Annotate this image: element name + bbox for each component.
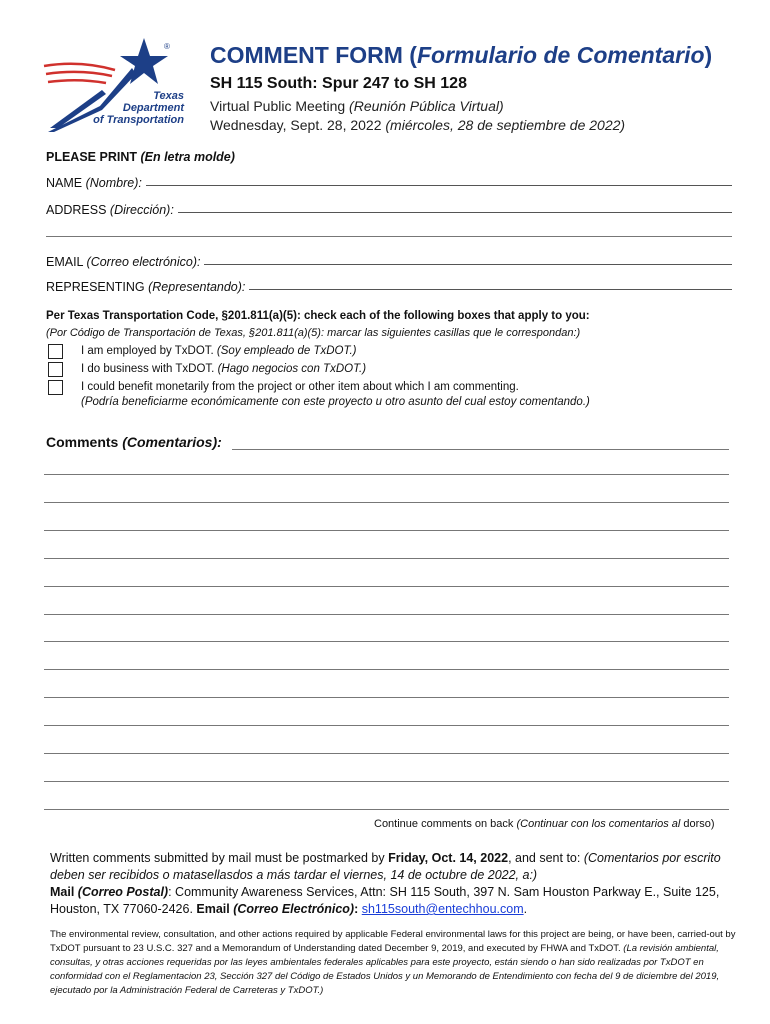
environmental-notice: The environmental review, consultation, and other actions required by applicable Federal environmental laws for this project are being, or have been, carried-out by TxDOT pursuant to 23 U.S.C. 327 and a Memorandum of Understanding dated December 9, 2019, and executed by FHWA and TxDOT. (La revisión ambiental, consultas, y otras acciones requeridas por las leyes ambientales federales aplicables para este proyecto, están siendo o han sido realizadas por TxDOT en conformidad con el Reglamentacion 23, Sección 327 del Código de Estados Unidos y un Memorando de Entendimiento con fecha del 9 de diciembre del 2019, ejecutado por la Administración Federal de Carreteras y TxDOT.): [50, 929, 736, 996]
disclosure-heading: Per Texas Transportation Code, §201.811(a)(5): check each of the following boxes that apply to you:: [46, 310, 590, 322]
business-checkbox[interactable]: [48, 362, 63, 377]
benefit-checkbox[interactable]: [48, 380, 63, 395]
comment-line[interactable]: [44, 558, 729, 559]
employed-checkbox[interactable]: [48, 344, 63, 359]
comment-line[interactable]: [232, 449, 729, 450]
name-input-line[interactable]: [146, 184, 732, 186]
comments-label: Comments (Comentarios):: [46, 434, 222, 450]
txdot-logo: [40, 36, 190, 136]
logo-text: Texas Department of Transportation: [93, 90, 184, 126]
address-second-line[interactable]: [46, 236, 732, 237]
comment-line[interactable]: [44, 781, 729, 782]
email-input-line[interactable]: [204, 263, 732, 265]
comment-line[interactable]: [44, 530, 729, 531]
checkbox-row-benefit[interactable]: [48, 380, 590, 410]
business-label: I do business with TxDOT. (Hago negocios con TxDOT.): [81, 363, 367, 375]
representing-field[interactable]: [46, 274, 732, 294]
representing-label: REPRESENTING (Representando):: [46, 280, 246, 294]
email-link[interactable]: sh115south@entechhou.com: [361, 902, 524, 916]
comment-line[interactable]: [44, 474, 729, 475]
email-field[interactable]: [46, 249, 732, 269]
checkbox-row-business[interactable]: [48, 362, 366, 377]
meeting-info: Virtual Public Meeting (Reunión Pública Virtual) Wednesday, Sept. 28, 2022 (miércoles, 28 de septiembre de 2022): [210, 98, 626, 133]
please-print-label: PLEASE PRINT (En letra molde): [46, 150, 235, 164]
comment-line[interactable]: [44, 641, 729, 642]
benefit-label: I could benefit monetarily from the project or other item about which I am commenting. (Podría beneficiarme económicamente con este proyecto u otro asunto del cual estoy comentando.): [81, 381, 590, 408]
continue-note: Continue comments on back (Continuar con los comentarios al dorso): [374, 818, 715, 830]
comment-line[interactable]: [44, 502, 729, 503]
checkbox-row-employed[interactable]: [48, 344, 356, 359]
name-label: NAME (Nombre):: [46, 176, 142, 190]
form-title: COMMENT FORM (Formulario de Comentario): [210, 42, 713, 68]
address-label: ADDRESS (Dirección):: [46, 203, 174, 217]
name-field[interactable]: [46, 170, 732, 190]
comment-line[interactable]: [44, 753, 729, 754]
comment-line[interactable]: [44, 614, 729, 615]
representing-input-line[interactable]: [249, 288, 732, 290]
registered-mark: ®: [164, 42, 170, 51]
project-subtitle: SH 115 South: Spur 247 to SH 128: [210, 75, 467, 92]
mail-instructions: Written comments submitted by mail must be postmarked by Friday, Oct. 14, 2022, and sent to: (Comentarios por escrito deben ser recibidos o matasellasdos a más tardar el viernes, 14 de octubre de 2022, a:) Mail (Correo Postal): Community Awareness Services, Attn: SH 115 South, 397 N. Sam Houston Parkway E., Suite 125, Houston, TX 77060-2426. Email (Correo Electrónico): sh115south@entechhou.com.: [50, 851, 721, 916]
comment-line[interactable]: [44, 725, 729, 726]
disclosure-heading-es: (Por Código de Transportación de Texas, §201.811(a)(5): marcar las siguientes casillas que le correspondan:): [46, 327, 581, 339]
comment-line[interactable]: [44, 586, 729, 587]
address-field[interactable]: [46, 197, 732, 217]
comment-line[interactable]: [44, 669, 729, 670]
address-input-line[interactable]: [178, 211, 732, 213]
employed-label: I am employed by TxDOT. (Soy empleado de TxDOT.): [81, 345, 357, 357]
email-label: EMAIL (Correo electrónico):: [46, 255, 201, 269]
comment-line[interactable]: [44, 697, 729, 698]
comment-line[interactable]: [44, 809, 729, 810]
